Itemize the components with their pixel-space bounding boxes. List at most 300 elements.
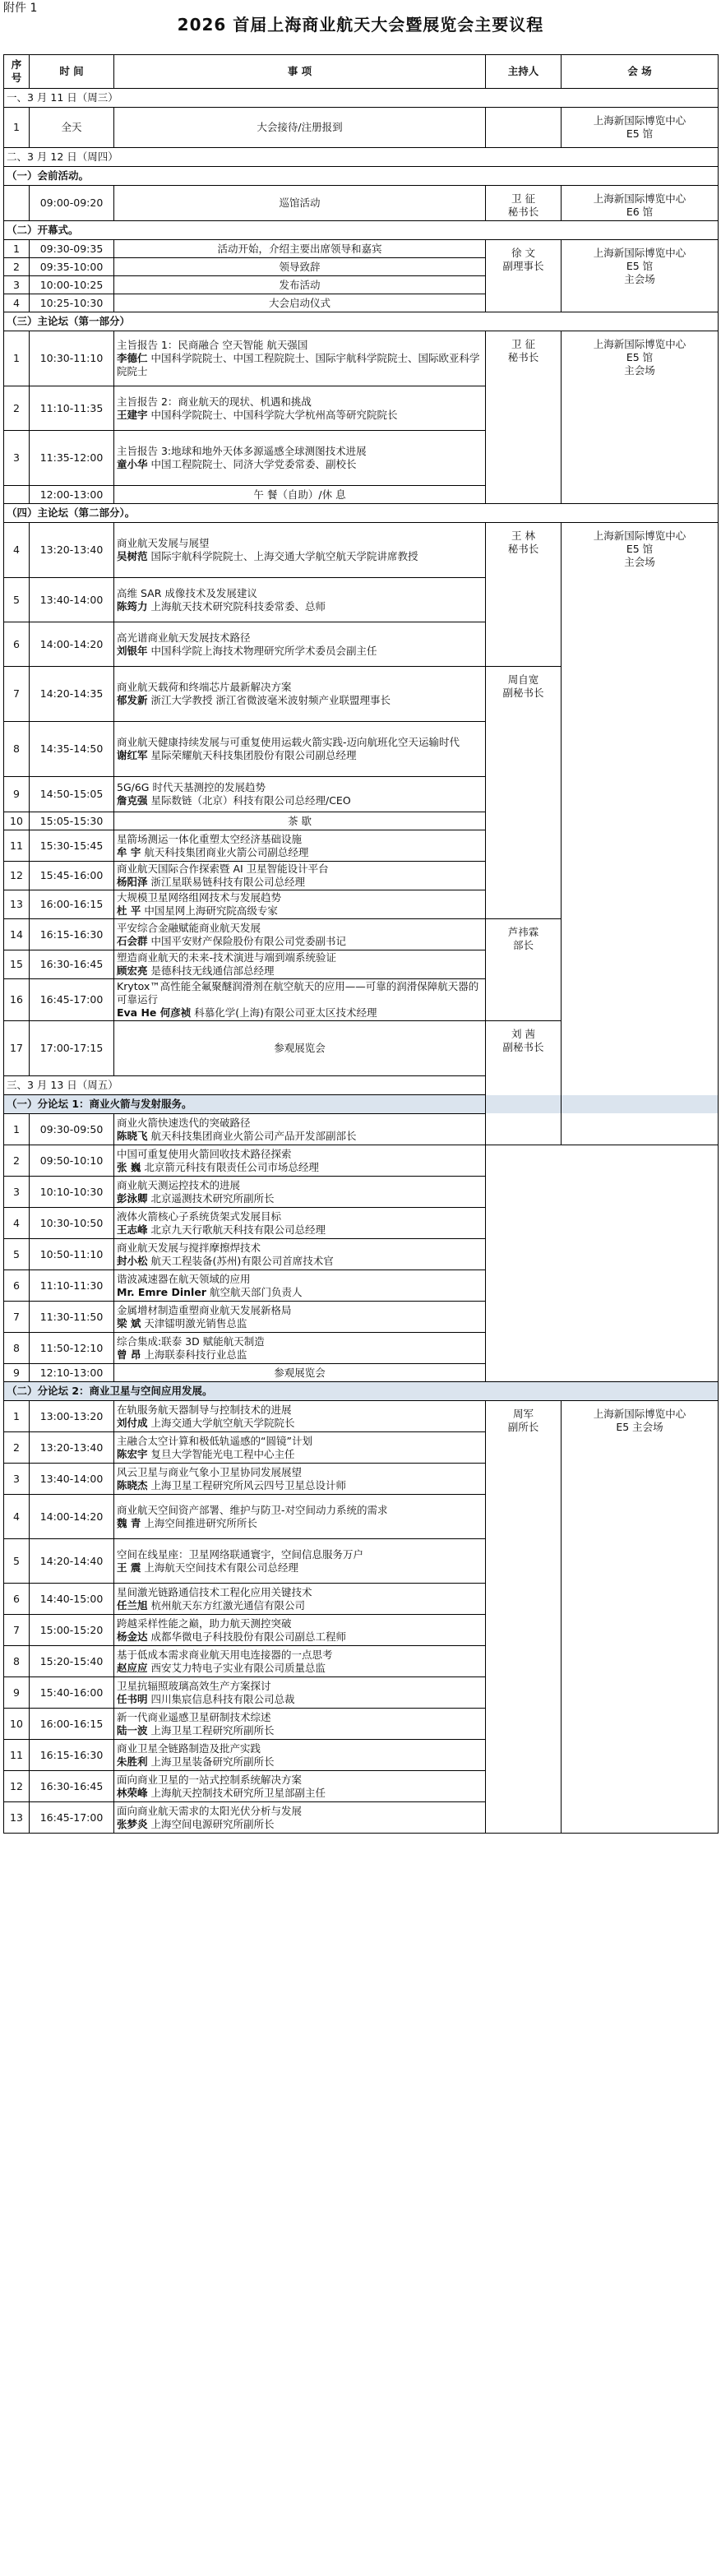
row-time: 15:45-16:00 [30, 862, 114, 890]
speaker [117, 458, 483, 471]
agenda-topic [114, 1145, 486, 1177]
speaker [117, 1161, 483, 1174]
row-number: 4 [4, 523, 30, 578]
topic-text: 基于低成本需求商业航天用电连接器的一点思考 [117, 1648, 333, 1661]
speaker [117, 904, 483, 918]
row-number: 11 [4, 1740, 30, 1771]
speaker-affiliation: 中国科学院上海技术物理研究所学术委员会副主任 [147, 644, 377, 657]
speaker-affiliation: 上海航天控制技术研究所卫星部副主任 [147, 1786, 326, 1799]
speaker-name: 詹克强 [117, 794, 148, 807]
speaker-affiliation: 上海空间电源研究所副所长 [147, 1817, 275, 1830]
speaker [117, 964, 483, 978]
speaker [117, 1192, 483, 1205]
host-cell: 徐 文 副理事长 [486, 240, 562, 312]
speaker [117, 749, 483, 762]
row-number: 1 [4, 240, 30, 258]
topic-text: 主旨报告 1：民商融合 空天智能 航天强国 [117, 339, 308, 351]
speaker-affiliation: 上海航天技术研究院科技委常委、总师 [147, 599, 326, 613]
row-number: 1 [4, 1114, 30, 1145]
speaker-name: 彭泳卿 [117, 1191, 148, 1205]
row-time: 16:30-16:45 [30, 950, 114, 979]
speaker-name: 陈晓飞 [117, 1129, 148, 1142]
speaker-name: 朱胜利 [117, 1755, 148, 1768]
agenda-topic: 午 餐（自助）/休 息 [114, 486, 486, 504]
table-row [4, 1302, 719, 1333]
agenda-topic [114, 862, 486, 890]
speaker [117, 1255, 483, 1268]
speaker [117, 550, 483, 563]
speaker-name: 杨金达 [117, 1630, 148, 1643]
row-number: 9 [4, 1364, 30, 1382]
table-row [4, 1145, 719, 1177]
agenda-topic: 发布活动 [114, 276, 486, 294]
row-time: 10:30-10:50 [30, 1208, 114, 1239]
speaker-name: 谢红军 [117, 749, 148, 761]
speaker-affiliation: 航天科技集团商业火箭公司产品开发部副部长 [147, 1129, 357, 1142]
row-time: 14:00-14:20 [30, 1495, 114, 1539]
topic-text: 高维 SAR 成像技术及发展建议 [117, 586, 257, 599]
speaker-affiliation: 北京遥测技术研究所副所长 [147, 1191, 275, 1205]
topic-text: 商业航天健康持续发展与可重复使用运载火箭实践-迈向航班化空天运输时代 [117, 736, 460, 748]
row-time: 13:20-13:40 [30, 1432, 114, 1464]
table-header-row [4, 55, 719, 89]
agenda-table-body [4, 55, 719, 1834]
topic-text: 商业航天国际合作探索暨 AI 卫星智能设计平台 [117, 863, 329, 875]
agenda-topic [114, 1208, 486, 1239]
speaker-affiliation: 天津镭明激光销售总监 [141, 1316, 247, 1330]
topic-text: 风云卫星与商业气象小卫星协同发展展望 [117, 1465, 303, 1478]
speaker [117, 1448, 483, 1461]
speaker-affiliation: 科慕化学(上海)有限公司亚太区技术经理 [191, 1006, 377, 1019]
table-row [4, 1177, 719, 1208]
agenda-topic [114, 622, 486, 667]
row-number: 13 [4, 890, 30, 919]
agenda-topic: 大会启动仪式 [114, 294, 486, 312]
row-number: 3 [4, 276, 30, 294]
row-number: 7 [4, 667, 30, 722]
table-row [4, 108, 719, 148]
row-number: 5 [4, 1539, 30, 1584]
section-row [4, 1076, 719, 1095]
agenda-topic: 领导致辞 [114, 258, 486, 276]
header-item: 事 项 [114, 55, 486, 89]
speaker-affiliation: 中国星网上海研究院高级专家 [141, 904, 278, 917]
topic-text: 中国可重复使用火箭回收技术路径探索 [117, 1147, 292, 1160]
row-number: 3 [4, 1464, 30, 1495]
speaker-affiliation: 航天工程装备(苏州)有限公司首席技术官 [147, 1254, 334, 1267]
agenda-topic: 参观展览会 [114, 1364, 486, 1382]
speaker-affiliation: 是德科技无线通信部总经理 [147, 964, 275, 977]
header-venue: 会 场 [562, 55, 719, 89]
speaker [117, 1818, 483, 1831]
row-time: 11:35-12:00 [30, 431, 114, 486]
speaker [117, 409, 483, 422]
row-number: 4 [4, 1495, 30, 1539]
row-number: 6 [4, 1270, 30, 1302]
speaker [117, 1223, 483, 1237]
speaker-affiliation: 西安艾力特电子实业有限公司质量总监 [147, 1661, 326, 1674]
row-number: 2 [4, 1145, 30, 1177]
speaker-name: 刘付成 [117, 1416, 148, 1429]
speaker [117, 1286, 483, 1299]
row-number [4, 486, 30, 504]
host-cell: 卫 征 秘书长 [486, 331, 562, 504]
speaker-name: 魏 青 [117, 1516, 141, 1529]
agenda-topic [114, 830, 486, 862]
speaker [117, 1479, 483, 1492]
agenda-topic [114, 431, 486, 486]
agenda-topic [114, 890, 486, 919]
speaker-affiliation: 浙江大学教授 浙江省微波毫米波射频产业联盟理事长 [147, 694, 391, 706]
speaker [117, 1561, 483, 1575]
row-number: 3 [4, 1177, 30, 1208]
row-number: 13 [4, 1802, 30, 1834]
row-time: 16:45-17:00 [30, 979, 114, 1021]
row-number: 10 [4, 1709, 30, 1740]
topic-text: 商业航天载荷和终端芯片最新解决方案 [117, 681, 292, 693]
agenda-topic [114, 1677, 486, 1709]
table-row [4, 1239, 719, 1270]
speaker [117, 935, 483, 948]
section-row [4, 148, 719, 167]
table-row [4, 1270, 719, 1302]
row-time: 15:40-16:00 [30, 1677, 114, 1709]
agenda-topic [114, 523, 486, 578]
speaker [117, 1130, 483, 1143]
row-number: 15 [4, 950, 30, 979]
speaker-name: 陆一波 [117, 1723, 148, 1737]
venue-cell: 上海新国际博览中心 E5 馆 主会场 [562, 240, 719, 312]
row-time: 14:40-15:00 [30, 1584, 114, 1615]
agenda-topic [114, 1495, 486, 1539]
annex-label: 附件 1 [3, 2, 38, 15]
row-time: 09:35-10:00 [30, 258, 114, 276]
row-number: 1 [4, 108, 30, 148]
venue-cell: 上海新国际博览中心 E5 馆 主会场 [562, 523, 719, 1145]
speaker-name: 杨阳泽 [117, 876, 148, 888]
speaker-name: 牟 宇 [117, 845, 141, 858]
row-number: 2 [4, 386, 30, 431]
agenda-topic [114, 950, 486, 979]
row-time: 12:10-13:00 [30, 1364, 114, 1382]
host-cell: 芦祎霖 部长 [486, 919, 562, 1021]
agenda-topic [114, 1239, 486, 1270]
row-number: 5 [4, 1239, 30, 1270]
table-row [4, 1208, 719, 1239]
agenda-topic [114, 1401, 486, 1432]
table-row [4, 186, 719, 221]
speaker [117, 1724, 483, 1737]
row-time: 11:10-11:30 [30, 1270, 114, 1302]
speaker-name: 郁发新 [117, 694, 148, 706]
row-time: 16:15-16:30 [30, 919, 114, 950]
speaker [117, 1517, 483, 1530]
row-time: 09:00-09:20 [30, 186, 114, 221]
speaker [117, 1630, 483, 1644]
topic-text: 高光谱商业航天发展技术路径 [117, 631, 251, 644]
speaker-name: 陈晓杰 [117, 1478, 148, 1491]
speaker-affiliation: 成都华微电子科技股份有限公司副总工程师 [147, 1630, 346, 1643]
agenda-topic [114, 1709, 486, 1740]
speaker-affiliation: 上海交通大学航空航天学院院长 [147, 1416, 295, 1429]
topic-text: 面向商业卫星的一站式控制系统解决方案 [117, 1773, 303, 1786]
speaker-affiliation: 上海航天空间技术有限公司总经理 [141, 1561, 298, 1574]
topic-text: 大规模卫星网络组网技术与发展趋势 [117, 891, 282, 904]
agenda-topic [114, 331, 486, 386]
section-title: （三）主论坛（第一部分） [4, 312, 719, 331]
agenda-topic [114, 386, 486, 431]
row-number: 9 [4, 777, 30, 812]
row-number: 17 [4, 1021, 30, 1076]
agenda-topic [114, 777, 486, 812]
speaker-name: 封小松 [117, 1254, 148, 1267]
speaker [117, 1693, 483, 1706]
speaker [117, 1417, 483, 1430]
topic-text: 5G/6G 时代天基测控的发展趋势 [117, 781, 266, 793]
topic-text: 商业航天发展与展望 [117, 537, 210, 549]
topic-text: 星箭场测运一体化重塑太空经济基础设施 [117, 832, 303, 845]
agenda-topic: 大会接待/注册报到 [114, 108, 486, 148]
topic-text: 主旨报告 2：商业航天的现状、机遇和挑战 [117, 395, 312, 408]
speaker-name: 林荣峰 [117, 1786, 148, 1799]
speaker-affiliation: 北京箭元科技有限责任公司市场总经理 [141, 1160, 319, 1173]
host-cell: 周军 副所长 [486, 1401, 562, 1834]
section-row [4, 221, 719, 240]
row-time: 13:40-14:00 [30, 1464, 114, 1495]
row-time: 14:00-14:20 [30, 622, 114, 667]
row-number: 7 [4, 1615, 30, 1646]
speaker-affiliation: 上海卫星工程研究所副所长 [147, 1723, 275, 1737]
speaker-name: 赵应应 [117, 1661, 148, 1674]
speaker-affiliation: 中国平安财产保险股份有限公司党委副书记 [147, 934, 346, 947]
agenda-topic [114, 1802, 486, 1834]
agenda-topic [114, 1740, 486, 1771]
host-cell: 刘 茜 副秘书长 [486, 1021, 562, 1145]
row-number: 4 [4, 1208, 30, 1239]
table-row [4, 1401, 719, 1432]
row-time: 全天 [30, 108, 114, 148]
topic-text: Krytox™高性能全氟聚醚润滑剂在航空航天的应用——可靠的润滑保障航天器的可靠运行 [117, 980, 479, 1006]
agenda-topic [114, 979, 486, 1021]
topic-text: 商业航天空间资产部署、维护与防卫-对空间动力系统的需求 [117, 1503, 388, 1516]
speaker-name: 顾宏亮 [117, 964, 148, 977]
speaker [117, 1006, 483, 1020]
row-number: 11 [4, 830, 30, 862]
venue-cell: 上海新国际博览中心 E5 主会场 [562, 1401, 719, 1834]
topic-text: 星间激光链路通信技术工程化应用关键技术 [117, 1585, 312, 1598]
row-time: 09:50-10:10 [30, 1145, 114, 1177]
speaker-affiliation: 四川集宸信息科技有限公司总裁 [147, 1692, 295, 1705]
row-number: 1 [4, 331, 30, 386]
row-number: 5 [4, 578, 30, 622]
row-number: 3 [4, 431, 30, 486]
speaker-affiliation: 上海卫星装备研究所副所长 [147, 1755, 275, 1768]
speaker-name: 张梦炎 [117, 1817, 148, 1830]
row-time: 11:30-11:50 [30, 1302, 114, 1333]
row-time: 15:20-15:40 [30, 1646, 114, 1677]
speaker [117, 1599, 483, 1612]
table-row [4, 1364, 719, 1382]
row-time: 09:30-09:35 [30, 240, 114, 258]
speaker-affiliation: 上海卫星工程研究所风云四号卫星总设计师 [147, 1478, 346, 1491]
topic-text: 综合集成:联泰 3D 赋能航天制造 [117, 1334, 265, 1348]
row-number: 12 [4, 862, 30, 890]
speaker-name: 童小华 [117, 458, 148, 470]
speaker [117, 1317, 483, 1330]
agenda-topic [114, 1333, 486, 1364]
row-time: 12:00-13:00 [30, 486, 114, 504]
speaker-name: 王建宇 [117, 408, 148, 421]
speaker-name: 陈宏宇 [117, 1447, 148, 1460]
row-time: 10:50-11:10 [30, 1239, 114, 1270]
row-time: 16:00-16:15 [30, 1709, 114, 1740]
agenda-topic [114, 578, 486, 622]
topic-text: 谐波减速器在航天领域的应用 [117, 1272, 251, 1285]
row-number: 2 [4, 258, 30, 276]
row-time: 15:30-15:45 [30, 830, 114, 862]
agenda-table [3, 54, 719, 1834]
agenda-topic [114, 1464, 486, 1495]
row-number: 9 [4, 1677, 30, 1709]
header-time: 时 间 [30, 55, 114, 89]
row-time: 14:20-14:40 [30, 1539, 114, 1584]
agenda-topic [114, 667, 486, 722]
table-row [4, 240, 719, 258]
topic-text: 液体火箭核心子系统货架式发展目标 [117, 1209, 282, 1223]
row-time: 16:45-17:00 [30, 1802, 114, 1834]
agenda-topic [114, 1615, 486, 1646]
topic-text: 商业航天发展与搅拌摩擦焊技术 [117, 1241, 261, 1254]
topic-text: 新一代商业遥感卫星研制技术综述 [117, 1710, 271, 1723]
row-number: 16 [4, 979, 30, 1021]
agenda-topic [114, 1270, 486, 1302]
table-row [4, 523, 719, 578]
section-row [4, 1095, 719, 1114]
speaker-affiliation: 中国科学院院士、中国科学院大学杭州高等研究院院长 [147, 408, 398, 421]
section-title: （一）会前活动。 [4, 167, 719, 186]
agenda-topic [114, 1539, 486, 1584]
row-number: 1 [4, 1401, 30, 1432]
speaker-name: 陈筠力 [117, 599, 148, 613]
speaker [117, 846, 483, 859]
host-cell: 卫 征 秘书长 [486, 186, 562, 221]
speaker-name: 梁 斌 [117, 1316, 141, 1330]
row-number: 4 [4, 294, 30, 312]
section-title: 一、3 月 11 日（周三） [4, 89, 719, 108]
speaker-affiliation: 浙江星联易链科技有限公司总经理 [147, 876, 305, 888]
agenda-topic: 参观展览会 [114, 1021, 486, 1076]
speaker-affiliation: 北京九天行歌航天科技有限公司总经理 [147, 1223, 326, 1236]
section-title: 二、3 月 12 日（周四） [4, 148, 719, 167]
speaker [117, 1662, 483, 1675]
speaker-affiliation: 中国工程院院士、同济大学党委常委、副校长 [147, 458, 357, 470]
agenda-topic [114, 1177, 486, 1208]
speaker-name: 石会群 [117, 934, 148, 947]
section-title: （四）主论坛（第二部分）。 [4, 504, 719, 523]
row-time: 10:00-10:25 [30, 276, 114, 294]
speaker-name: Mr. Emre Dinler [117, 1285, 206, 1298]
speaker-name: 刘银年 [117, 644, 148, 657]
speaker-name: 曾 昂 [117, 1348, 141, 1361]
speaker [117, 1348, 483, 1362]
speaker-name: 任书明 [117, 1692, 148, 1705]
speaker-affiliation: 杭州航天东方红激光通信有限公司 [147, 1598, 305, 1612]
row-number: 12 [4, 1771, 30, 1802]
row-time: 15:00-15:20 [30, 1615, 114, 1646]
host-cell: 周自宽 副秘书长 [486, 667, 562, 919]
row-time: 16:30-16:45 [30, 1771, 114, 1802]
row-time: 13:20-13:40 [30, 523, 114, 578]
row-number: 7 [4, 1302, 30, 1333]
speaker-name: 王志峰 [117, 1223, 148, 1236]
speaker [117, 645, 483, 658]
row-number: 6 [4, 1584, 30, 1615]
speaker [117, 1755, 483, 1769]
section-row [4, 504, 719, 523]
topic-text: 主旨报告 3:地球和地外天体多源遥感全球测图技术进展 [117, 445, 367, 457]
topic-text: 主融合太空计算和极低轨遥感的“圆镜”计划 [117, 1434, 312, 1447]
row-time: 13:00-13:20 [30, 1401, 114, 1432]
agenda-topic: 活动开始，介绍主要出席领导和嘉宾 [114, 240, 486, 258]
speaker [117, 876, 483, 889]
table-row [4, 1333, 719, 1364]
agenda-topic: 茶 歇 [114, 812, 486, 830]
topic-text: 塑造商业航天的未来-技术演进与端到端系统验证 [117, 951, 337, 964]
row-number: 8 [4, 722, 30, 777]
section-row [4, 1382, 719, 1401]
row-number [4, 186, 30, 221]
agenda-topic [114, 1646, 486, 1677]
speaker-name: 李德仁 [117, 352, 148, 364]
header-host: 主持人 [486, 55, 562, 89]
row-time: 15:05-15:30 [30, 812, 114, 830]
speaker [117, 694, 483, 707]
agenda-topic [114, 722, 486, 777]
section-title: （二）开幕式。 [4, 221, 719, 240]
topic-text: 平安综合金融赋能商业航天发展 [117, 921, 261, 934]
speaker-name: 张 巍 [117, 1160, 141, 1173]
speaker-affiliation: 上海联泰科技行业总监 [141, 1348, 247, 1361]
section-title: 三、3 月 13 日（周五） [4, 1076, 719, 1095]
row-time: 10:25-10:30 [30, 294, 114, 312]
row-time: 11:10-11:35 [30, 386, 114, 431]
agenda-topic [114, 1584, 486, 1615]
row-time: 14:35-14:50 [30, 722, 114, 777]
speaker-affiliation: 星际数链（北京）科技有限公司总经理/CEO [147, 794, 351, 807]
venue-cell: 上海新国际博览中心 E5 馆 主会场 [562, 331, 719, 504]
speaker-name: 吴树范 [117, 550, 148, 562]
topic-text: 在轨服务航天器制导与控制技术的进展 [117, 1403, 292, 1416]
agenda-topic [114, 1114, 486, 1145]
speaker-affiliation: 航天科技集团商业火箭公司副总经理 [141, 845, 309, 858]
host-cell: 王 林 秘书长 [486, 523, 562, 667]
topic-text: 金属增材制造重塑商业航天发展新格局 [117, 1303, 292, 1316]
section-title: （二）分论坛 2：商业卫星与空间应用发展。 [4, 1382, 719, 1401]
section-title: （一）分论坛 1：商业火箭与发射服务。 [4, 1095, 719, 1114]
row-time: 14:50-15:05 [30, 777, 114, 812]
speaker [117, 352, 483, 378]
row-time: 17:00-17:15 [30, 1021, 114, 1076]
speaker-affiliation: 星际荣耀航天科技集团股份有限公司副总经理 [147, 749, 357, 761]
row-number: 2 [4, 1432, 30, 1464]
row-number: 14 [4, 919, 30, 950]
agenda-topic [114, 1302, 486, 1333]
agenda-topic [114, 1771, 486, 1802]
table-row [4, 331, 719, 386]
header-no: 序号 [4, 55, 30, 89]
speaker-affiliation: 航空航天部门负责人 [206, 1285, 303, 1298]
venue-cell: 上海新国际博览中心 E6 馆 [562, 186, 719, 221]
